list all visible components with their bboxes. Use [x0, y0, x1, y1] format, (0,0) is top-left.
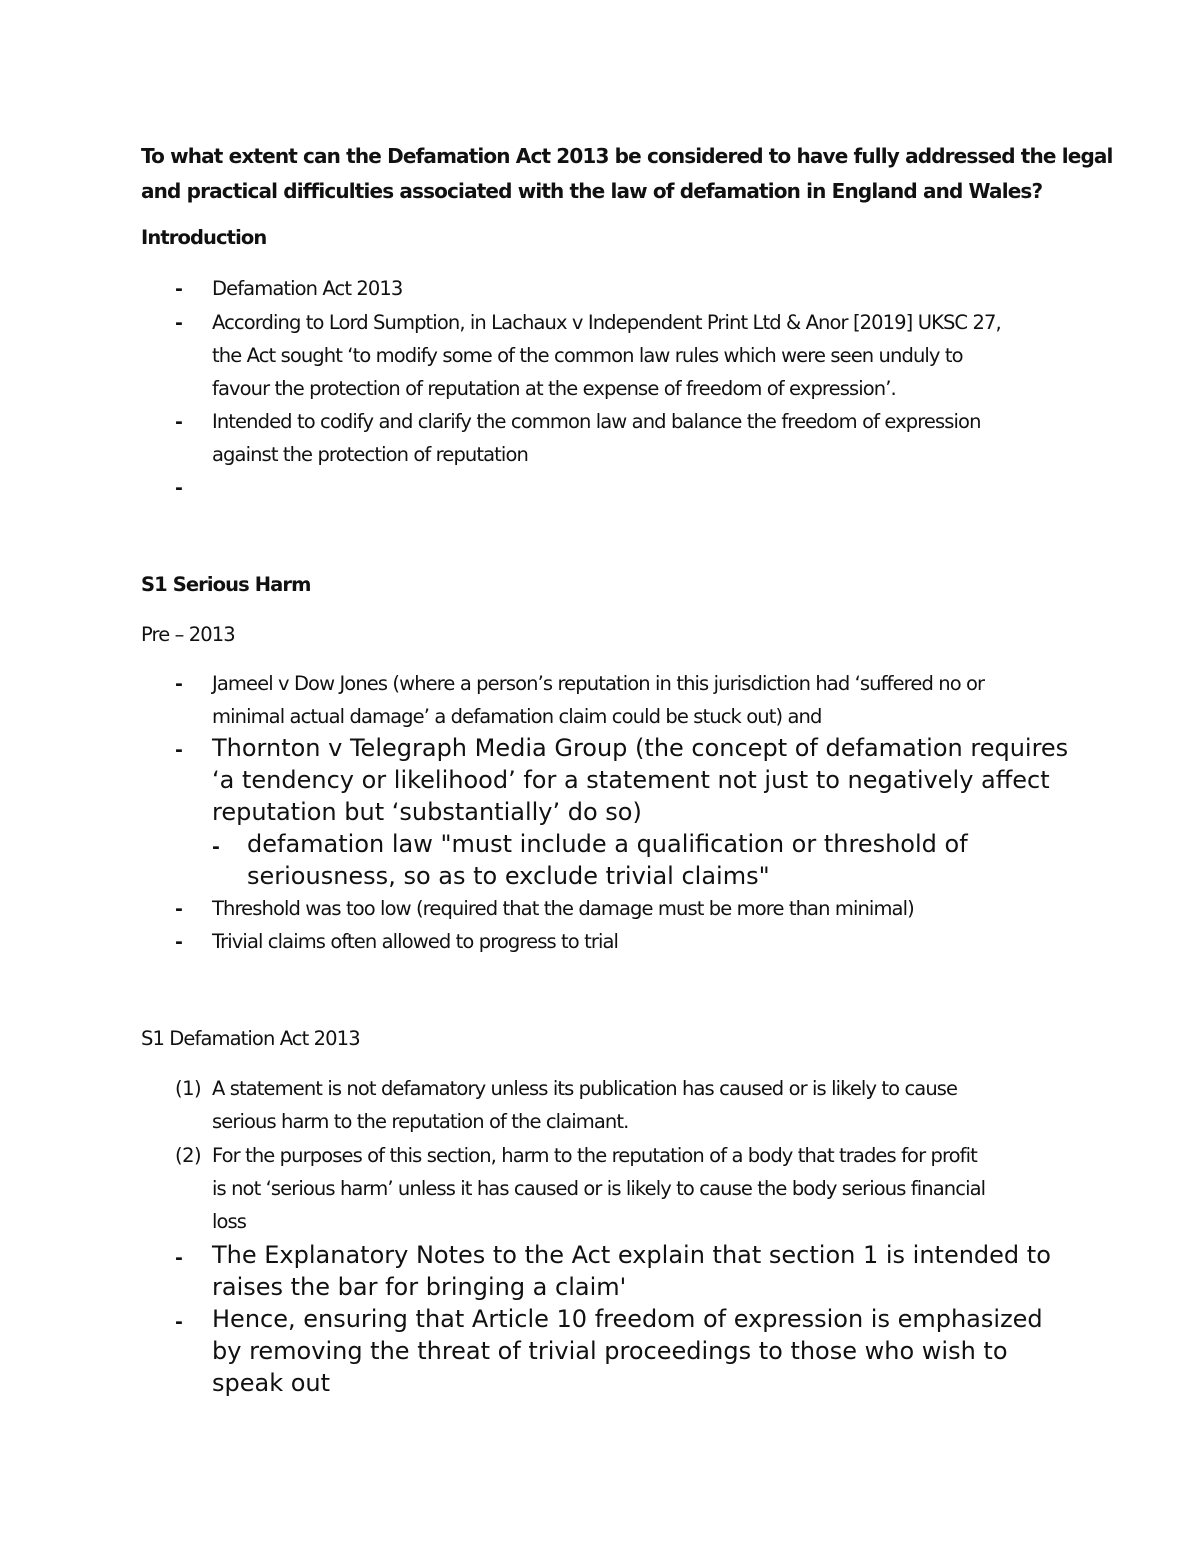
s1-1-line-1: A statement is not defamatory unless its publication has caused or is likely to cause [212, 1077, 958, 1100]
thornton-sub-bullet-line-1: defamation law "must include a qualification or threshold of [247, 830, 968, 858]
explanatory-notes-line-1: The Explanatory Notes to the Act explain that section 1 is intended to [212, 1241, 1051, 1269]
bullet-marker: - [175, 1247, 183, 1269]
article-10-line-3: speak out [212, 1369, 331, 1397]
s1-2-line-2: is not ‘serious harm’ unless it has caused or is likely to cause the body serious financial [212, 1177, 986, 1200]
bullet-marker: - [175, 411, 183, 433]
sub-bullet-marker: - [212, 836, 220, 858]
article-10-line-2: by removing the threat of trivial proceedings to those who wish to [212, 1337, 1008, 1365]
serious-harm-heading: S1 Serious Harm [141, 573, 311, 596]
intro-bullet-2-line-3: favour the protection of reputation at the expense of freedom of expression’. [212, 377, 896, 400]
numbered-marker-2: (2) [175, 1144, 202, 1167]
article-10-line-1: Hence, ensuring that Article 10 freedom of expression is emphasized [212, 1305, 1043, 1333]
intro-bullet-3-line-1: Intended to codify and clarify the common law and balance the freedom of expression [212, 410, 981, 433]
thornton-bullet-line-3: reputation but ‘substantially’ do so) [212, 798, 642, 826]
bullet-marker: - [175, 312, 183, 334]
intro-bullet-2-line-2: the Act sought ‘to modify some of the common law rules which were seen unduly to [212, 344, 963, 367]
introduction-heading: Introduction [141, 226, 267, 249]
bullet-marker: - [175, 673, 183, 695]
numbered-marker-1: (1) [175, 1077, 202, 1100]
threshold-bullet: Threshold was too low (required that the damage must be more than minimal) [212, 897, 914, 920]
bullet-marker: - [175, 898, 183, 920]
trivial-claims-bullet: Trivial claims often allowed to progress to trial [212, 930, 619, 953]
essay-title-line-2: and practical difficulties associated with the law of defamation in England and Wales? [141, 179, 1043, 203]
s1-2-line-3: loss [212, 1210, 247, 1233]
explanatory-notes-line-2: raises the bar for bringing a claim' [212, 1273, 627, 1301]
thornton-bullet-line-2: ‘a tendency or likelihood’ for a statement not just to negatively affect [212, 766, 1050, 794]
intro-bullet-2-line-1: According to Lord Sumption, in Lachaux v Independent Print Ltd & Anor [2019] UKSC 27, [212, 311, 1001, 334]
bullet-marker: - [175, 477, 183, 499]
essay-title-line-1: To what extent can the Defamation Act 2013 be considered to have fully addressed the legal [141, 144, 1113, 168]
thornton-sub-bullet-line-2: seriousness, so as to exclude trivial claims" [247, 862, 770, 890]
s1-act-heading: S1 Defamation Act 2013 [141, 1027, 360, 1050]
thornton-bullet-line-1: Thornton v Telegraph Media Group (the concept of defamation requires [212, 734, 1069, 762]
pre-2013-label: Pre – 2013 [141, 623, 235, 646]
intro-bullet-1-line-1: Defamation Act 2013 [212, 277, 403, 300]
jameel-bullet-line-1: Jameel v Dow Jones (where a person’s reputation in this jurisdiction had ‘suffered no or [212, 672, 985, 695]
s1-2-line-1: For the purposes of this section, harm to the reputation of a body that trades for profit [212, 1144, 977, 1167]
bullet-marker: - [175, 931, 183, 953]
intro-bullet-3-line-2: against the protection of reputation [212, 443, 528, 466]
jameel-bullet-line-2: minimal actual damage’ a defamation claim could be stuck out) and [212, 705, 822, 728]
s1-1-line-2: serious harm to the reputation of the claimant. [212, 1110, 629, 1133]
bullet-marker: - [175, 1311, 183, 1333]
bullet-marker: - [175, 278, 183, 300]
bullet-marker: - [175, 739, 183, 761]
